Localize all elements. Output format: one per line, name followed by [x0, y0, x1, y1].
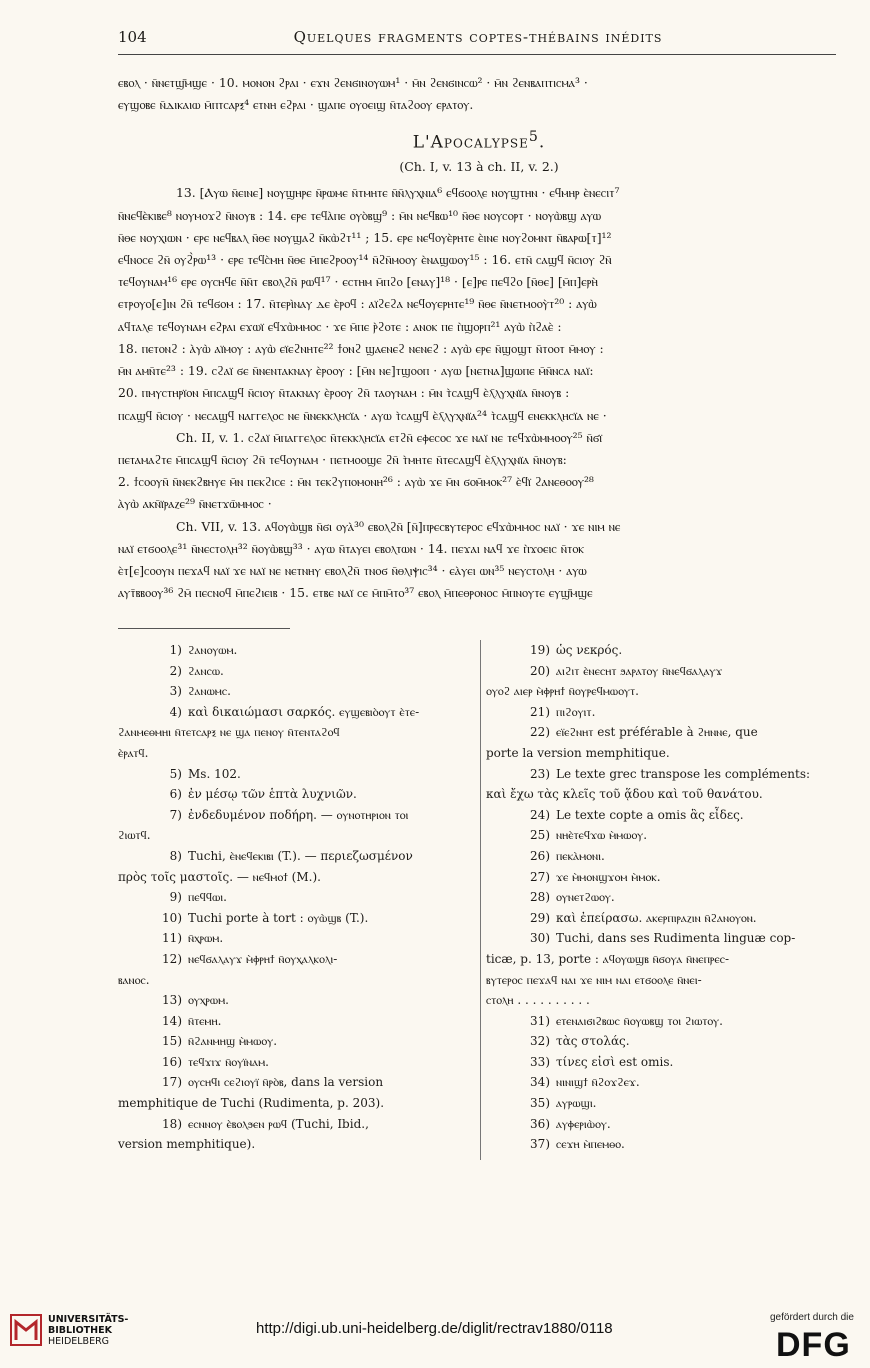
footnote-text: ⲁⲩⲫⲉⲣⲓⲱ̀ⲟⲩ.	[556, 1116, 611, 1131]
section-title-note: 5	[528, 129, 539, 146]
university-library-logo-icon	[10, 1314, 42, 1346]
footnote	[486, 1011, 836, 1032]
footnote	[118, 825, 474, 846]
footnote-text: ⲁⲓϩⲓⲧ ⲉ̀ⲛⲉⲥⲏⲧ ϧⲁⲣⲁⲧⲟⲩ ⲛ̄ⲛⲉϥϭⲁⲗⲁⲩϫ	[556, 663, 723, 678]
footnote	[486, 681, 836, 702]
footnote	[118, 661, 474, 682]
footnote-text: porte la version memphitique.	[486, 745, 670, 760]
footnote	[118, 928, 474, 949]
footnote	[486, 743, 836, 764]
footnote-column-divider	[480, 640, 481, 1160]
footnote-number: 29)	[530, 910, 550, 925]
footnote	[118, 1134, 474, 1155]
footnote-text: ⲉⲥⲛⲛⲟⲩ ⲉ̀ⲃⲟⲗϧⲉⲛ ⲣⲱϥ (Tuchi, Ibid.,	[188, 1116, 369, 1131]
footnote-number: 24)	[530, 807, 550, 822]
footnote-number: 33)	[530, 1054, 550, 1069]
footnote-number: 11)	[162, 931, 182, 946]
footnote	[486, 1031, 836, 1052]
footnote-text: ϩⲁⲛⲱⲙⲥ.	[188, 684, 231, 699]
footnote-text: Ms. 102.	[188, 766, 241, 781]
footnote-text: ϫⲉ ⲙ̀ⲙⲟⲛϣϫⲟⲙ ⲙ̀ⲙⲟⲕ.	[556, 869, 661, 884]
footnote	[486, 1072, 836, 1093]
footnote-text: ⲡⲉϥϥⲱⲓ.	[188, 890, 227, 905]
text-line: ⲧⲉϥⲟⲩⲛⲁⲙ¹⁶ ⲉⲣⲉ ⲟⲩⲥⲏϥⲉ ⲛ̄ⲛ̄ⲧ ⲉⲃⲟⲗϩⲛ̄ ⲣⲱϥ¹⁷ · ⲉⲥⲧⲏⲙ ⲙ̄ⲡϩⲟ [ⲉⲛⲁⲩ]¹⁸ · [ⲉ]ⲣⲉ ⲡⲉϥϩⲟ [ⲛ̄ⲑⲉ] [ⲙ̄ⲡ]ⲉⲣⲏ̀	[118, 274, 598, 290]
text-line: ⲡⲥⲁϣϥ ⲛ̄ⲥⲓⲟⲩ · ⲛⲉⲥⲁϣϥ ⲛⲁⲅⲅⲉⲗⲟⲥ ⲛⲉ ⲛ̄ⲛⲉⲕⲕⲗⲏⲥⲓ̈ⲁ · ⲁⲩⲱ ⲧ̀ⲥⲁϣϥ ⲉ̀ⲗ̄ⲗⲩⲭⲛⲓ̈ⲁ²⁴ ⲧ̀ⲥⲁϣϥ ⲉⲛⲉⲕⲕⲗⲏⲥⲓ̈ⲁ ⲛⲉ ·	[118, 407, 607, 423]
footnote-text: ⲧⲉϥϫⲓϫ ⲛ̄ⲟⲩⲓ̈ⲛⲁⲙ.	[188, 1054, 269, 1069]
footnote	[486, 1052, 836, 1073]
footnote-number: 10)	[162, 910, 182, 925]
footnote	[118, 722, 474, 743]
footnote	[118, 805, 474, 826]
footnote-text: ϩⲁⲛⲙⲉⲑⲙⲏⲓ ⲛ̄ⲧⲉⲧⲥⲁⲣⲝ ⲛⲉ ϣⲁ ⲡⲉⲛⲟⲩ ⲛ̄ⲧⲉⲛⲧⲁϩⲟϥ	[118, 725, 340, 740]
running-title: Quelques fragments coptes-thébains inédits	[293, 28, 663, 46]
footnote-number: 4)	[169, 704, 182, 719]
footnote	[118, 764, 474, 785]
footnote-text: ἐν μέσῳ τῶν ἑπτὰ λυχνιῶν.	[188, 787, 357, 802]
paragraph-ch7	[118, 516, 840, 605]
text-line: ⲡⲉⲧⲁⲙⲁϩⲧⲉ ⲙ̄ⲡⲥⲁϣϥ ⲛ̄ⲥⲓⲟⲩ ϩⲛ̄ ⲧⲉϥⲟⲩⲛⲁⲙ · ⲡⲉⲧⲙⲟⲟϣⲉ ϩⲛ̄ ⲧ̀ⲙⲏⲧⲉ ⲛ̄ⲧⲉⲥⲁϣϥ ⲉ̀ⲗ̄ⲗⲩⲭⲛⲓ̈ⲁ ⲛ̄ⲛⲟⲩⲃ:	[118, 451, 567, 467]
footnote-number: 1)	[169, 643, 182, 657]
footnote	[118, 702, 474, 723]
page-header	[118, 28, 838, 52]
footnote-number: 7)	[169, 807, 182, 822]
footnote-text: ⲛⲏⲉ̀ⲧⲉϥϫⲱ ⲙ̀ⲙⲱⲟⲩ.	[556, 828, 648, 843]
footnote-number: 5)	[169, 766, 182, 781]
footnote-number: 32)	[530, 1034, 550, 1049]
permalink-url[interactable]: http://digi.ub.uni-heidelberg.de/diglit/rectrav1880/0118	[256, 1320, 613, 1337]
text-line: ⲉⲃⲟⲗ · ⲛ̄ⲛⲉⲧϣ̄ⲙϣⲉ · 10. ⲙⲟⲛⲟⲛ ϩⲣⲁⲓ · ⲉϫⲛ ϩⲉⲛϭⲓⲛⲟⲩⲱⲙ¹ · ⲙ̄ⲛ ϩⲉⲛϭⲓⲛⲥⲱ² · ⲙ̄ⲛ ϩⲉⲛⲃⲁⲡⲧⲓⲥⲙⲁ³ ·	[118, 75, 588, 90]
section-subtitle: (Ch. I, v. 13 à ch. II, v. 2.)	[399, 159, 559, 175]
footnote	[118, 846, 474, 867]
footnote-rule	[118, 628, 290, 629]
footnote-text: Le texte grec transpose les compléments:	[556, 766, 811, 781]
footnote-text: ὡς νεκρός.	[556, 643, 623, 657]
paragraph-ch2	[118, 427, 840, 516]
paragraph-apocalypse-ch1	[118, 182, 840, 426]
library-line-3: HEIDELBERG	[48, 1336, 110, 1347]
footnote	[118, 743, 474, 764]
footnote-number: 2)	[169, 663, 182, 678]
library-name	[48, 1314, 128, 1347]
footnote	[486, 722, 836, 743]
footnote-text: ⲃⲁⲛⲟⲥ.	[118, 972, 150, 987]
text-line: ⲁϥⲧⲁⲗⲉ ⲧⲉϥⲟⲩⲛⲁⲙ ⲉϩⲣⲁⲓ ⲉϫⲱⲓ̈ ⲉϥϫⲱ̀ⲙⲙⲟⲥ · ϫⲉ ⲙ̄ⲡⲉ ⲣ̀ϩⲟⲧⲉ : ⲁⲛⲟⲕ ⲡⲉ ⲡ̀ϣⲟⲣⲡ²¹ ⲁⲩⲱ̀ ⲡ̀ϩⲁⲉ̀ :	[118, 318, 562, 334]
footnote	[118, 1031, 474, 1052]
footnote-text: Tuchi, dans ses Rudimenta linguæ cop-	[556, 931, 796, 946]
footnote	[486, 640, 836, 661]
text-line: ⲉⲧⲣⲟⲩⲟ[ⲉ]ⲓⲛ ϩⲛ̄ ⲧⲉϥϭⲟⲙ : 17. ⲛ̄ⲧⲉⲣⲓ̀ⲛⲁⲩ ⲇⲉ ⲉ̀ⲣⲟϥ : ⲁⲓ̈ϩⲉϩⲁ ⲛⲉϥⲟⲩⲉⲣⲏⲧⲉ¹⁹ ⲛ̄ⲑⲉ ⲛ̄ⲛⲉⲧⲙⲟⲟⲩ̀ⲧ²⁰ : ⲁⲩⲱ̀	[118, 296, 597, 312]
footnote-text: ⲛⲓⲛⲓϣϯ ⲛ̄ϩⲟϫϩⲉϫ.	[556, 1075, 640, 1090]
footnote	[486, 949, 836, 970]
footnote	[486, 1134, 836, 1155]
text-line: ⲉϥⲛⲟⲥⲉ ϩⲛ̄ ⲟⲩϩ̀ⲣⲱ¹³ · ⲉⲣⲉ ⲧⲉϥⲥ̀ⲙⲏ ⲛ̄ⲑⲉ ⲙ̄ⲡⲉϩⲣⲟⲟⲩ¹⁴ ⲛ̄ϩⲛ̄ⲙⲟⲟⲩ ⲉ̀ⲛⲁϣⲱⲟⲩ¹⁵ : 16. ⲉⲧⲛ̄ ⲥⲁϣϥ ⲛ̄ⲥⲓⲟⲩ ϩⲛ̄	[118, 252, 612, 268]
footnote	[486, 887, 836, 908]
text-line: Ch. VII, v. 13. ⲁϥⲟⲩⲱ̀ϣⲃ ⲛ̄ϭⲓ ⲟⲩⲁ̀³⁰ ⲉⲃⲟⲗϩⲛ̄ [ⲛ̄]ⲡⲣⲉⲥⲃⲩⲧⲉⲣⲟⲥ ⲉϥϫⲱ̀ⲙⲙⲟⲥ ⲛⲁⲓ̈ · ϫⲉ ⲛⲓⲙ ⲛⲉ	[176, 518, 621, 534]
footnote-number: 34)	[530, 1075, 550, 1090]
footnote-text: ⲁⲩⲣⲱϣⲓ.	[556, 1096, 597, 1111]
footnote-number: 23)	[530, 766, 550, 781]
footnote-text: τίνες εἰσὶ est omis.	[556, 1054, 674, 1069]
footnote-number: 30)	[530, 931, 550, 946]
footnote	[118, 949, 474, 970]
text-line: ⲙ̄ⲛ ⲁⲙⲛ̄ⲧⲉ²³ : 19. ⲥϩⲁⲓ̈ ϭⲉ ⲛ̄ⲛⲉⲛⲧⲁⲕⲛⲁⲩ ⲉ̀ⲣⲟⲟⲩ : [ⲙ̄ⲛ ⲛⲉ]ⲧϣⲟⲟⲡ · ⲁⲩⲱ [ⲛⲉⲧⲛⲁ]ϣⲱⲡⲉ ⲙ̄ⲛ̄ⲛⲥⲁ ⲛⲁⲓ̈:	[118, 363, 594, 379]
footnote-number: 37)	[530, 1137, 550, 1152]
text-line: 18. ⲡⲉⲧⲟⲛϩ : ⲁ̀ⲩⲱ̀ ⲁⲓ̈ⲙⲟⲩ : ⲁⲩⲱ̀ ⲉⲓ̈ⲉϩⲛⲏⲧⲉ²² ϯⲟⲛϩ ϣⲁⲉⲛⲉϩ ⲛⲉⲛⲉϩ : ⲁⲩⲱ̀ ⲉⲣⲉ ⲛ̄ϣⲟϣⲧ ⲛ̄ⲧⲟⲟⲧ ⲙ̄ⲙⲟⲩ :	[118, 340, 604, 356]
digitization-footer	[0, 1298, 870, 1368]
footnote-number: 18)	[162, 1116, 182, 1131]
footnote	[118, 990, 474, 1011]
footnote	[486, 970, 836, 991]
footnote-number: 28)	[530, 890, 550, 905]
footnote-text: ϩⲁⲛⲥⲱ.	[188, 663, 224, 678]
footnote-number: 9)	[169, 890, 182, 905]
footnote	[486, 661, 836, 682]
text-line: 20. ⲡⲙⲩⲥⲧⲏⲣⲓ̈ⲟⲛ ⲙ̄ⲡⲥⲁϣϥ ⲛ̄ⲥⲓⲟⲩ ⲛ̄ⲧⲁⲕⲛⲁⲩ ⲉ̀ⲣⲟⲟⲩ ϩⲛ̄ ⲧⲁⲟⲩⲛⲁⲙ : ⲙ̄ⲛ ⲧ̀ⲥⲁϣϥ ⲉ̀ⲗ̄ⲗⲩⲭⲛⲓ̈ⲁ ⲛ̄ⲛⲟⲩⲃ :	[118, 385, 570, 401]
footnote-number: 36)	[530, 1116, 550, 1131]
section-title: L'Apocalypse$^5$.	[412, 129, 546, 154]
footnote-number: 12)	[162, 951, 182, 966]
footnote	[486, 846, 836, 867]
footnote-number: 3)	[169, 684, 182, 699]
footnote	[486, 867, 836, 888]
footnote-text: Tuchi, ⲉ̀ⲛⲉϥⲉⲕⲓⲃⲓ (T.). — περιεζωσμένον	[188, 848, 413, 863]
footnote-number: 26)	[530, 848, 550, 863]
footnote-text: ticæ, p. 13, porte : ⲁϥⲟⲩⲱϣⲃ ⲛ̄ϭⲟⲩⲁ ⲛ̄ⲛⲉⲡⲣⲉⲥ-	[486, 951, 730, 966]
text-line: 13. [Ⲁⲩⲱ ⲛ̄ⲉⲓⲛⲉ] ⲛⲟⲩϣⲏⲣⲉ ⲛ̄ⲣⲱⲙⲉ ⲛ̄ⲧⲙⲏⲧⲉ ⲛ̄ⲛ̄ⲗⲩⲭⲛⲓⲁ⁶ ⲉϥϭⲟⲟⲗⲉ ⲛⲟⲩϣⲧⲏⲛ · ⲉϥⲙⲏⲣ ⲉ̀ⲛⲉⲥⲓⲧ⁷	[176, 185, 620, 201]
footnote-number: 17)	[162, 1075, 182, 1090]
library-line-1: UNIVERSITÄTS-	[48, 1314, 129, 1325]
main-text	[118, 72, 840, 604]
footnote-number: 27)	[530, 869, 550, 884]
footnote-number: 19)	[530, 643, 550, 657]
footnote-number: 35)	[530, 1096, 550, 1111]
footnote-text: ϩⲓⲱⲧϥ.	[118, 828, 151, 843]
library-line-2: BIBLIOTHEK	[48, 1325, 112, 1336]
footnote	[118, 908, 474, 929]
funded-by-label: gefördert durch die	[770, 1312, 854, 1323]
footnote	[486, 1114, 836, 1135]
footnote-text: ⲟⲩⲛⲉⲧϩⲱⲟⲩ.	[556, 890, 615, 905]
footnote-text: ⲛ̄ϩⲁⲛⲙⲏϣ ⲙ̀ⲙⲱⲟⲩ.	[188, 1034, 278, 1049]
footnote	[118, 867, 474, 888]
footnote-number: 16)	[162, 1054, 182, 1069]
footnote	[118, 887, 474, 908]
footnote-text: ἐνδεδυμένον ποδήρη. — ⲟⲩⲛⲟⲧⲏⲣⲓⲟⲛ ⲧⲟⲓ	[188, 807, 409, 822]
footnote-text: ⲟⲩⲭⲣⲱⲙ.	[188, 993, 229, 1008]
footnote	[118, 1052, 474, 1073]
footnote-text: ⲉⲓ̈ⲉϩⲛⲏⲧ est préférable à ϩⲏⲛⲛⲉ, que	[556, 725, 758, 740]
footnote	[118, 784, 474, 805]
footnote-text: ⲛ̄ⲭⲣⲱⲙ.	[188, 931, 224, 946]
footnote-number: 22)	[530, 725, 550, 740]
footnote-text: τὰς στολάς.	[556, 1034, 630, 1049]
footnote-number: 21)	[530, 704, 550, 719]
text-line: ⲉⲩϣⲟⲃⲉ ⲛ̄ⲇⲓⲕⲁⲓⲱ ⲙ̄ⲡⲧⲥⲁⲣⲝ⁴ ⲉⲧⲛⲏ ⲉϩⲣⲁⲓ · ϣⲁⲡⲉ ⲟⲩⲟⲉⲓϣ ⲛ̄ⲧⲁϩⲟⲟⲩ ⲉⲣⲁⲧⲟⲩ.	[118, 97, 474, 113]
footnote-number: 31)	[530, 1013, 550, 1028]
section-title-text: L'Apocalypse	[412, 133, 529, 154]
footnote	[118, 1093, 474, 1114]
footnotes-right-column	[486, 640, 836, 1155]
footnote	[486, 805, 836, 826]
footnote-number: 15)	[162, 1034, 182, 1049]
footnote-text: ⲟⲩⲥⲏϥⲓ ⲥⲉϩⲓⲟⲩⲓ̈ ⲛ̄ⲣⲟ̀ⲃ, dans la version	[188, 1075, 384, 1090]
footnote-text: ⲉ̀ⲣⲁⲧϥ.	[118, 745, 149, 760]
text-line: ⲛ̄ⲑⲉ ⲛⲟⲩⲭⲓⲱⲛ · ⲉⲣⲉ ⲛⲉϥⲃⲁⲗ ⲛ̄ⲑⲉ ⲛⲟⲩϣⲁϩ ⲛ̄ⲕⲱ̀ϩⲧ¹¹ ; 15. ⲉⲣⲉ ⲛⲉϥⲟⲩⲉ̀ⲣⲏⲧⲉ ⲉ̀ⲓⲛⲉ ⲛⲟⲩϩⲟⲙⲛⲧ ⲛ̄ⲃⲁⲣⲱ[ⲧ]¹²	[118, 229, 612, 245]
footnote-number: 25)	[530, 828, 550, 843]
footnote	[486, 825, 836, 846]
footnote-text: ⲃⲩⲧⲉⲣⲟⲥ ⲡⲉϫⲁϥ ⲛⲁⲓ ϫⲉ ⲛⲓⲙ ⲛⲁⲓ ⲉⲧϭⲟⲟⲗⲉ ⲛ̄ⲛⲉⲓ-	[486, 972, 702, 987]
footnote-text: καὶ δικαιώμασι σαρκός. ⲉⲩϣⲉⲃⲓⲟ̀ⲟⲩⲧ ⲉ̀ⲧⲉ-	[188, 704, 420, 719]
footnote	[486, 764, 836, 785]
text-line: 2. ϯⲥⲟⲟⲩⲛ̄ ⲛ̄ⲛⲉⲕϩⲃⲏⲩⲉ ⲙ̄ⲛ ⲡⲉⲕϩⲓⲥⲉ : ⲙ̄ⲛ ⲧⲉⲕϩⲩⲡⲟⲙⲟⲛⲏ²⁶ : ⲁⲩⲱ̀ ϫⲉ ⲙ̄ⲛ ϭⲟⲙ̄ⲙⲟⲕ²⁷ ⲉ̀ϥⲓ̈ ϩⲁⲛⲉⲑⲟⲟⲩ²⁸	[118, 474, 594, 490]
text-line: Ch. II, v. 1. ⲥϩⲁⲓ̈ ⲙ̄ⲡⲁⲅⲅⲉⲗⲟⲥ ⲛ̄ⲧⲉⲕⲕⲗⲏⲥⲓ̈ⲁ ⲉⲧϩⲛ̄ ⲉⲫⲉⲥⲟⲥ ϫⲉ ⲛⲁⲓ̈ ⲛⲉ ⲧⲉϥϫⲱ̀ⲙⲙⲟⲟⲩ²⁵ ⲛ̄ϭⲓ̈	[176, 429, 603, 445]
footnote-text: ⲛⲉϥϭⲁⲗⲁⲩϫ ⲙ̀ⲫⲣⲏϯ ⲛ̄ⲟⲩⲭⲁⲗⲕⲟⲗⲓ-	[188, 951, 338, 966]
footnote-number: 14)	[162, 1013, 182, 1028]
footnote	[486, 784, 836, 805]
footnote	[486, 702, 836, 723]
footnote	[486, 928, 836, 949]
footnote-text: ⲡⲉⲕⲁ̀ⲙⲟⲛⲓ.	[556, 848, 605, 863]
footnote	[486, 990, 836, 1011]
footnote-text: Le texte copte a omis ἃς εἶδες.	[556, 807, 744, 822]
dfg-logo: DFG	[776, 1326, 851, 1364]
header-rule	[118, 54, 836, 55]
text-line: ⲉ̀ⲧ[ⲉ]ⲥⲟⲟⲩⲛ ⲡⲉϫⲁϥ ⲛⲁⲓ̈ ϫⲉ ⲛⲁⲓ̈ ⲛⲉ ⲛⲉⲧⲛⲏⲩ ⲉⲃⲟⲗϩⲛ̄ ⲧⲛⲟϭ ⲛ̄ⲑⲗⲓⲯⲓⲥ³⁴ · ⲉⲁ̀ⲩⲉⲓ ⲱⲛ³⁵ ⲛⲉⲩⲥⲧⲟⲗⲏ · ⲁⲩⲱ	[118, 562, 587, 578]
footnote	[118, 1114, 474, 1135]
footnote-text: ⲡⲓϩⲟⲩⲓⲧ.	[556, 704, 596, 719]
text-line: ⲁⲩⲧ̄ⲃⲃⲟⲟⲩ³⁶ ϩⲙ̄ ⲡⲉⲥⲛⲟϥ ⲙ̄ⲡⲉϩⲓⲉⲓⲃ · 15. ⲉⲧⲃⲉ ⲛⲁⲓ̈ ⲥⲉ ⲙ̄ⲡⲙ̄ⲧⲟ³⁷ ⲉⲃⲟⲗ ⲙ̄ⲡⲉⲑⲣⲟⲛⲟⲥ ⲙ̄ⲡⲛⲟⲩⲧⲉ ⲉⲩϣ̄ⲙϣⲉ	[118, 585, 593, 601]
footnote-number: 20)	[530, 663, 550, 678]
footnote	[486, 908, 836, 929]
footnote-number: 6)	[169, 787, 182, 802]
footnote	[118, 970, 474, 991]
footnote-text: version memphitique).	[118, 1137, 256, 1152]
text-line: ⲁ̀ⲩⲱ̀ ⲁⲕⲛ̄ⲓ̈ⲣⲁⲍⲉ²⁹ ⲛ̄ⲛⲉⲧϫⲱ̄ⲙⲙⲟⲥ ·	[118, 496, 272, 512]
footnote	[486, 1093, 836, 1114]
footnote	[118, 681, 474, 702]
footnote-number: 13)	[162, 993, 182, 1008]
footnote	[118, 1011, 474, 1032]
footnote	[118, 640, 474, 661]
footnote-text: ⲟⲩⲟϩ ⲁⲓⲉⲣ ⲙ̀ⲫⲣⲏϯ ⲛ̄ⲟⲩⲣⲉϥⲙⲱⲟⲩⲧ.	[486, 684, 639, 699]
footnote-text: καὶ ἔχω τὰς κλεῖς τοῦ ᾅδου καὶ τοῦ θανάτου.	[486, 787, 763, 802]
page-number: 104	[118, 28, 147, 46]
footnote-text: Tuchi porte à tort : ⲟⲩⲱ̀ϣⲃ (T.).	[188, 910, 369, 925]
footnote-text: πρὸς τοῖς μαστοῖς. — ⲛⲉϥⲙⲟϯ (M.).	[118, 869, 321, 884]
footnote-text: ⲥⲉϫⲏ ⲙ̀ⲡⲉⲙⲑⲟ.	[556, 1137, 625, 1152]
footnote-text: ⲛ̄ⲧⲉⲙⲏ.	[188, 1013, 222, 1028]
footnote	[118, 1072, 474, 1093]
footnote-text: memphitique de Tuchi (Rudimenta, p. 203).	[118, 1096, 385, 1111]
footnote-text: ⲉⲧⲉⲛⲁⲓϭⲓϩⲃⲱⲥ ⲛ̄ⲟⲩⲱⲃϣ ⲧⲟⲓ ϩⲓⲱⲧⲟⲩ.	[556, 1013, 723, 1028]
footnote-text: ⲥⲧⲟⲗⲏ . . . . . . . . . .	[486, 993, 590, 1008]
text-line: ⲛⲁⲓ̈ ⲉⲧϭⲟⲟⲗⲉ³¹ ⲛ̄ⲛⲉⲥⲧⲟⲗⲏ³² ⲛ̄ⲟⲩⲱ̀ⲃϣ³³ · ⲁⲩⲱ ⲛ̄ⲧⲁⲩⲉⲓ ⲉⲃⲟⲗⲧⲱⲛ · 14. ⲡⲉϫⲁⲓ ⲛⲁϥ ϫⲉ ⲡ̀ϫⲟⲉⲓⲥ ⲛ̄ⲧⲟⲕ	[118, 540, 584, 556]
footnote-text: ϩⲁⲛⲟⲩⲱⲙ.	[188, 643, 238, 657]
text-line: ⲛ̄ⲛⲉϥⲉ̀ⲕⲓⲃⲉ⁸ ⲛⲟⲩⲙⲟϫϩ ⲛ̄ⲛⲟⲩⲃ : 14. ⲉⲣⲉ ⲧⲉϥⲁ̀ⲡⲉ ⲟⲩⲟ̀ⲃϣ⁹ : ⲙ̄ⲛ ⲛⲉϥⲃⲱ¹⁰ ⲛ̄ⲑⲉ ⲛⲟⲩⲥⲟⲣⲧ · ⲛⲟⲩⲱ̀ⲃϣ ⲁⲩⲱ	[118, 207, 602, 223]
footnotes-left-column	[118, 640, 474, 1155]
footnote-text: καὶ ἐπείρασω. ⲁⲕⲉⲣⲡⲓⲣⲁⲍⲓⲛ ⲛ̄ϩⲁⲛⲟⲩⲟⲛ.	[556, 910, 757, 925]
footnote-number: 8)	[169, 848, 182, 863]
